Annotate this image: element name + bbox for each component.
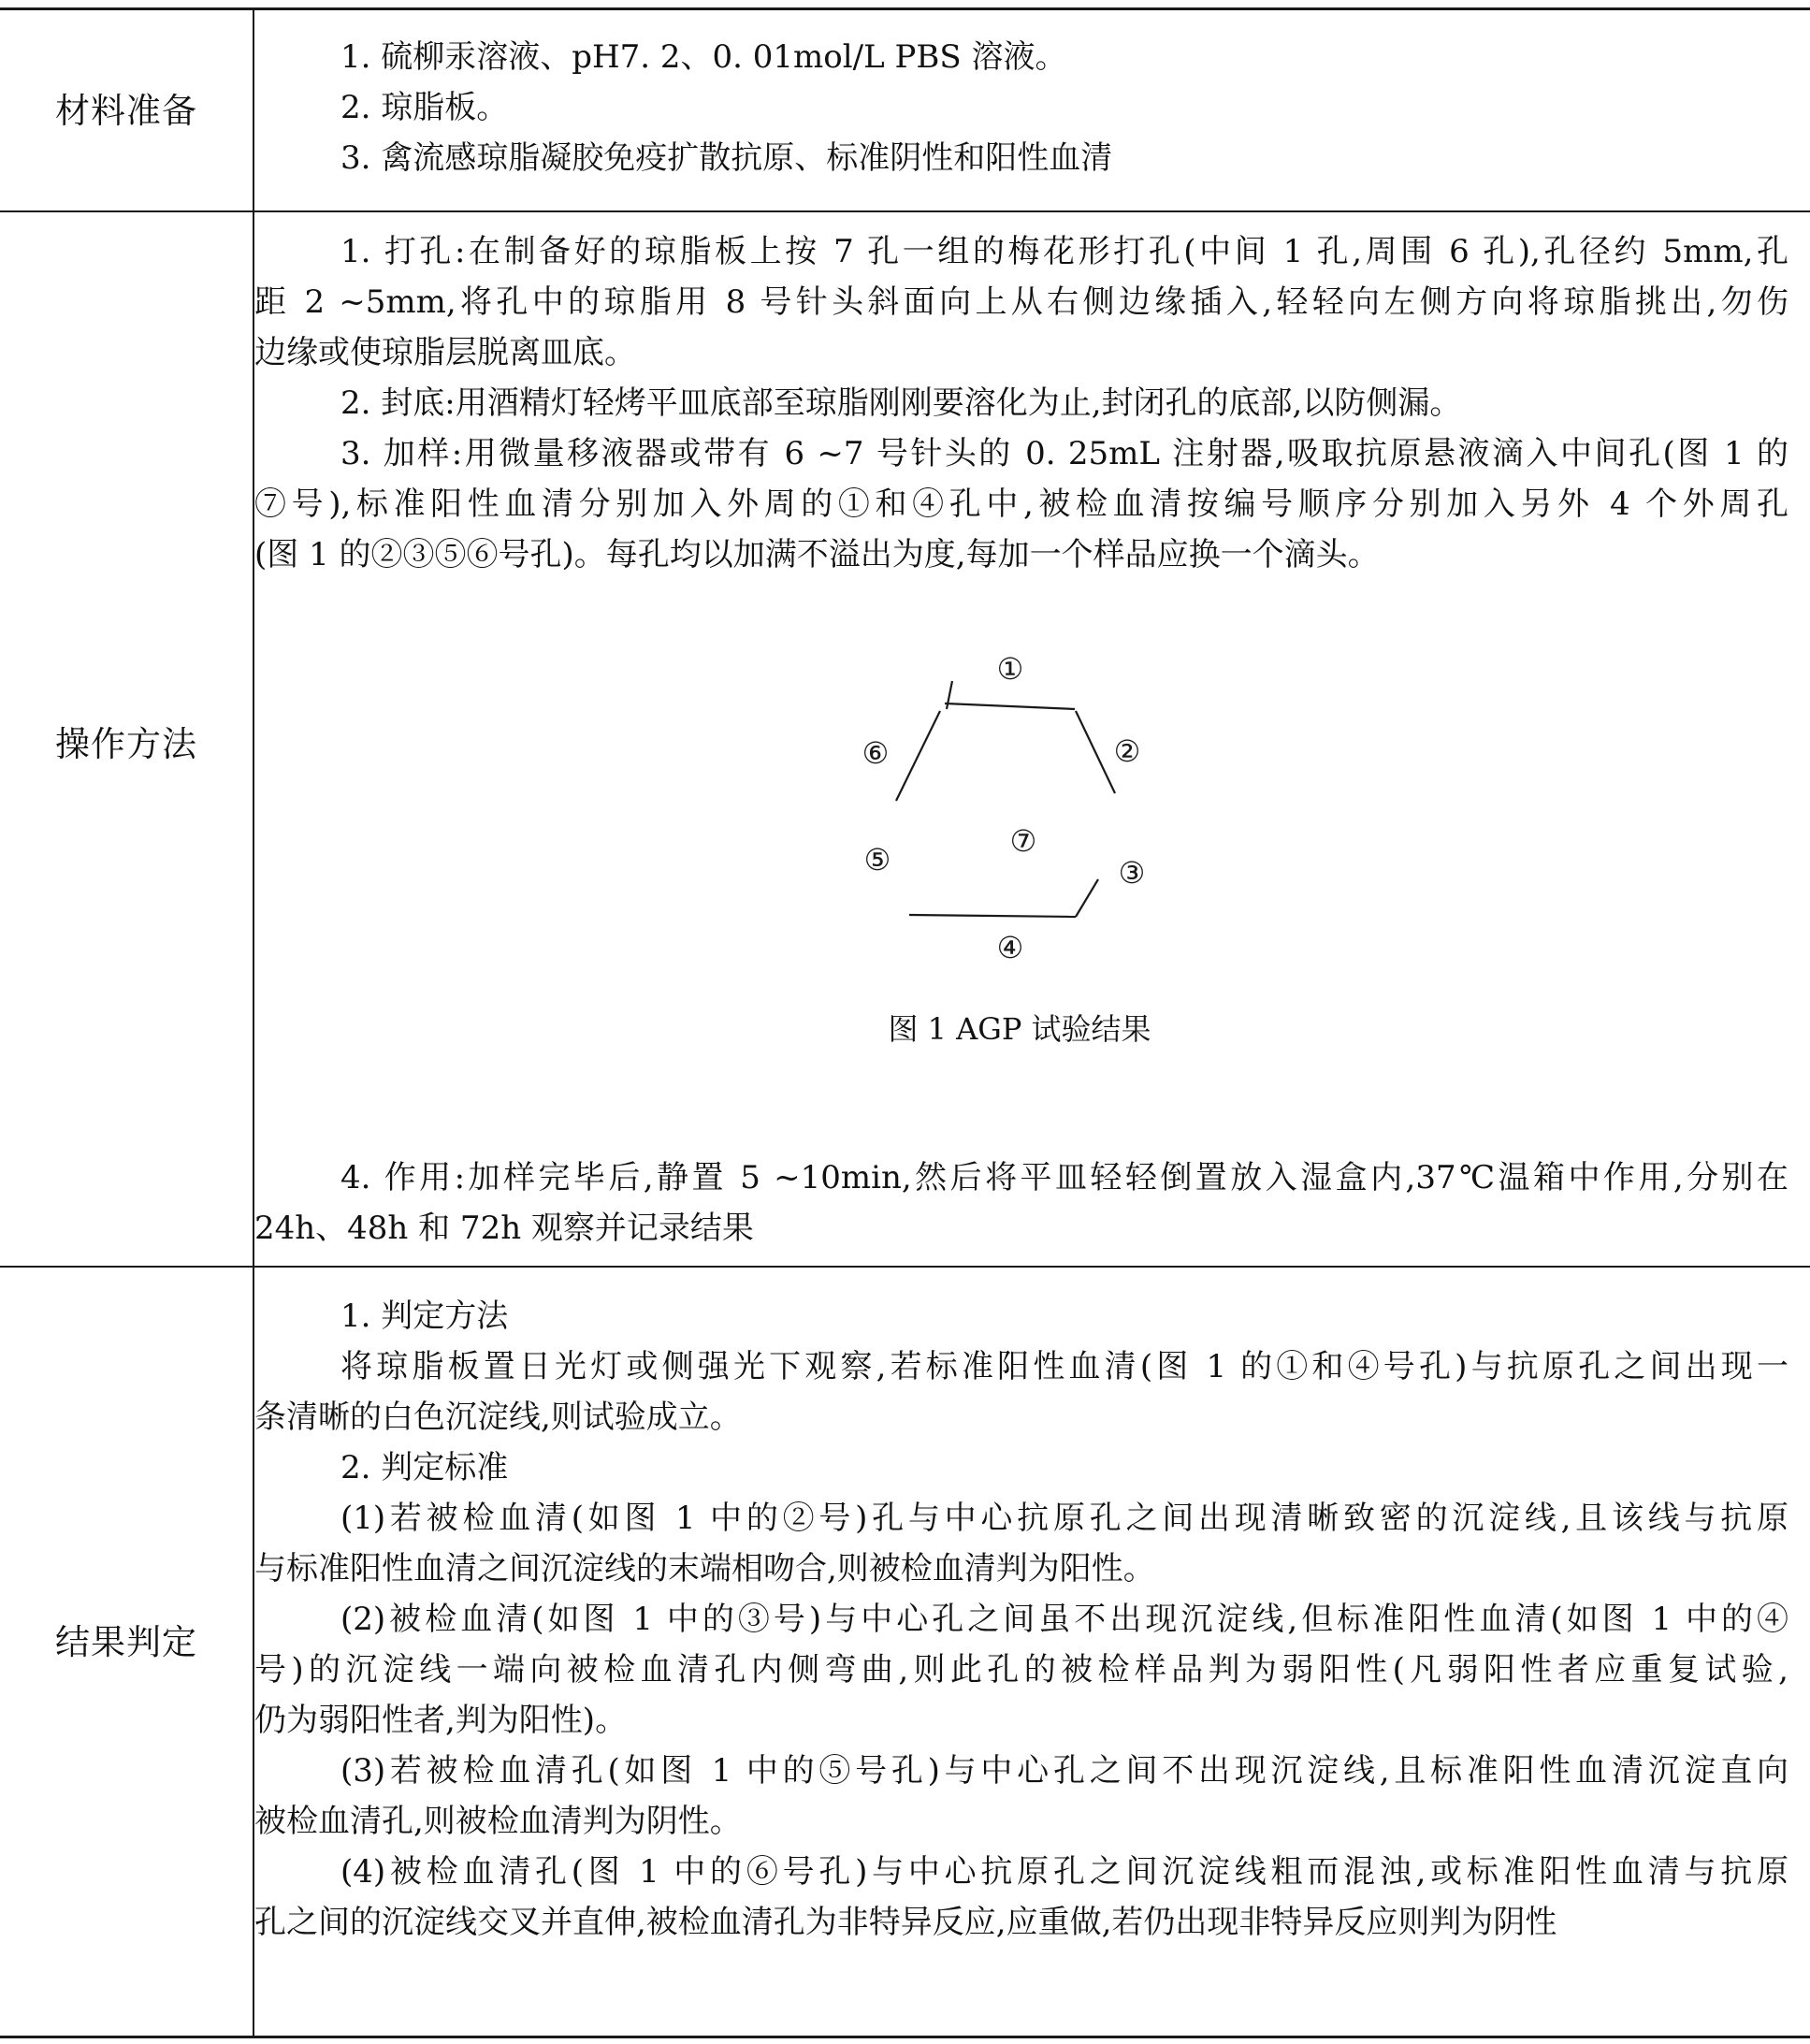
text-line: 3. 禽流感琼脂凝胶免疫扩散抗原、标准阴性和阳性血清	[340, 139, 1113, 177]
text-line: 仍为弱阳性者,判为阳性)。	[254, 1702, 628, 1739]
text-line: 距 2 ~5mm,将孔中的琼脂用 8 号针头斜面向上从右侧边缘插入,轻轻向左侧方向将琼脂挑出,勿伤	[254, 283, 1788, 321]
row-label-materials: 材料准备	[55, 91, 197, 131]
text-line: ⑦号),标准阳性血清分别加入外周的①和④孔中,被检血清按编号顺序分别加入另外 4 个外周孔	[254, 486, 1788, 523]
text-line: (1)若被检血清(如图 1 中的②号)孔与中心抗原孔之间出现清晰致密的沉淀线,且该线与抗原	[340, 1500, 1788, 1537]
row-divider-2	[0, 1266, 1810, 1268]
procedure-cell-part1	[254, 226, 1788, 580]
well-6-label: ⑥	[862, 735, 890, 771]
precipitation-line-tick	[947, 681, 952, 709]
row-label-procedure: 操作方法	[55, 724, 197, 764]
text-line: 号)的沉淀线一端向被检血清孔内侧弯曲,则此孔的被检样品判为弱阳性(凡弱阳性者应重复试验,	[254, 1651, 1788, 1689]
well-1-label: ①	[996, 651, 1024, 687]
text-line: (4)被检血清孔(图 1 中的⑥号孔)与中心抗原孔之间沉淀线粗而混浊,或标准阳性血清与抗原	[340, 1853, 1788, 1891]
precipitation-line-lower-right	[1076, 879, 1098, 917]
text-line: 1. 判定方法	[340, 1297, 509, 1335]
well-2-label: ②	[1113, 733, 1141, 769]
table-bottom-border	[0, 2036, 1810, 2038]
materials-cell	[254, 32, 1788, 183]
text-line: 2. 封底:用酒精灯轻烤平皿底部至琼脂刚刚要溶化为止,封闭孔的底部,以防侧漏。	[340, 384, 1462, 422]
table-top-border	[0, 7, 1810, 10]
result-cell	[254, 1291, 1788, 1948]
precipitation-line-upper-left	[896, 711, 940, 801]
text-line: 将琼脂板置日光灯或侧强光下观察,若标准阳性血清(图 1 的①和④号孔)与抗原孔之间出现一	[340, 1348, 1788, 1385]
text-line: 孔之间的沉淀线交叉并直伸,被检血清孔为非特异反应,应重做,若仍出现非特异反应则判为阴性	[254, 1904, 1557, 1941]
precipitation-line-upper-right	[1076, 711, 1115, 793]
text-line: 被检血清孔,则被检血清判为阴性。	[254, 1803, 742, 1840]
precipitation-line-bottom	[909, 915, 1076, 917]
text-line: (3)若被检血清孔(如图 1 中的⑤号孔)与中心孔之间不出现沉淀线,且标准阳性血清沉淀直向	[340, 1752, 1788, 1790]
text-line: 2. 判定标准	[340, 1449, 509, 1486]
row-divider-1	[0, 210, 1810, 212]
text-line: 1. 硫柳汞溶液、pH7. 2、0. 01mol/L PBS 溶液。	[340, 38, 1067, 76]
text-line: 3. 加样:用微量移液器或带有 6 ~7 号针头的 0. 25mL 注射器,吸取抗原悬液滴入中间孔(图 1 的	[340, 435, 1788, 472]
procedure-cell-part2	[254, 1152, 1788, 1254]
text-line: 边缘或使琼脂层脱离皿底。	[254, 334, 636, 371]
well-3-label: ③	[1118, 855, 1146, 891]
figure-caption: 图 1 AGP 试验结果	[888, 1011, 1151, 1047]
row-label-result: 结果判定	[55, 1622, 197, 1662]
agp-well-diagram	[842, 644, 1197, 990]
text-line: (2)被检血清(如图 1 中的③号)与中心孔之间虽不出现沉淀线,但标准阳性血清(如图 1 中的④	[340, 1601, 1788, 1638]
text-line: 1. 打孔:在制备好的琼脂板上按 7 孔一组的梅花形打孔(中间 1 孔,周围 6 孔),孔径约 5mm,孔	[340, 233, 1788, 270]
text-line: 4. 作用:加样完毕后,静置 5 ~10min,然后将平皿轻轻倒置放入湿盒内,37℃温箱中作用,分别在	[340, 1159, 1788, 1196]
text-line: 条清晰的白色沉淀线,则试验成立。	[254, 1399, 742, 1436]
text-line: 24h、48h 和 72h 观察并记录结果	[254, 1210, 754, 1247]
well-7-label: ⑦	[1009, 823, 1037, 859]
precipitation-line-top	[945, 703, 1075, 709]
text-line: (图 1 的②③⑤⑥号孔)。每孔均以加满不溢出为度,每加一个样品应换一个滴头。	[254, 536, 1380, 573]
text-line: 2. 琼脂板。	[340, 89, 509, 126]
well-4-label: ④	[996, 930, 1024, 965]
well-5-label: ⑤	[863, 842, 891, 877]
text-line: 与标准阳性血清之间沉淀线的末端相吻合,则被检血清判为阳性。	[254, 1550, 1155, 1587]
